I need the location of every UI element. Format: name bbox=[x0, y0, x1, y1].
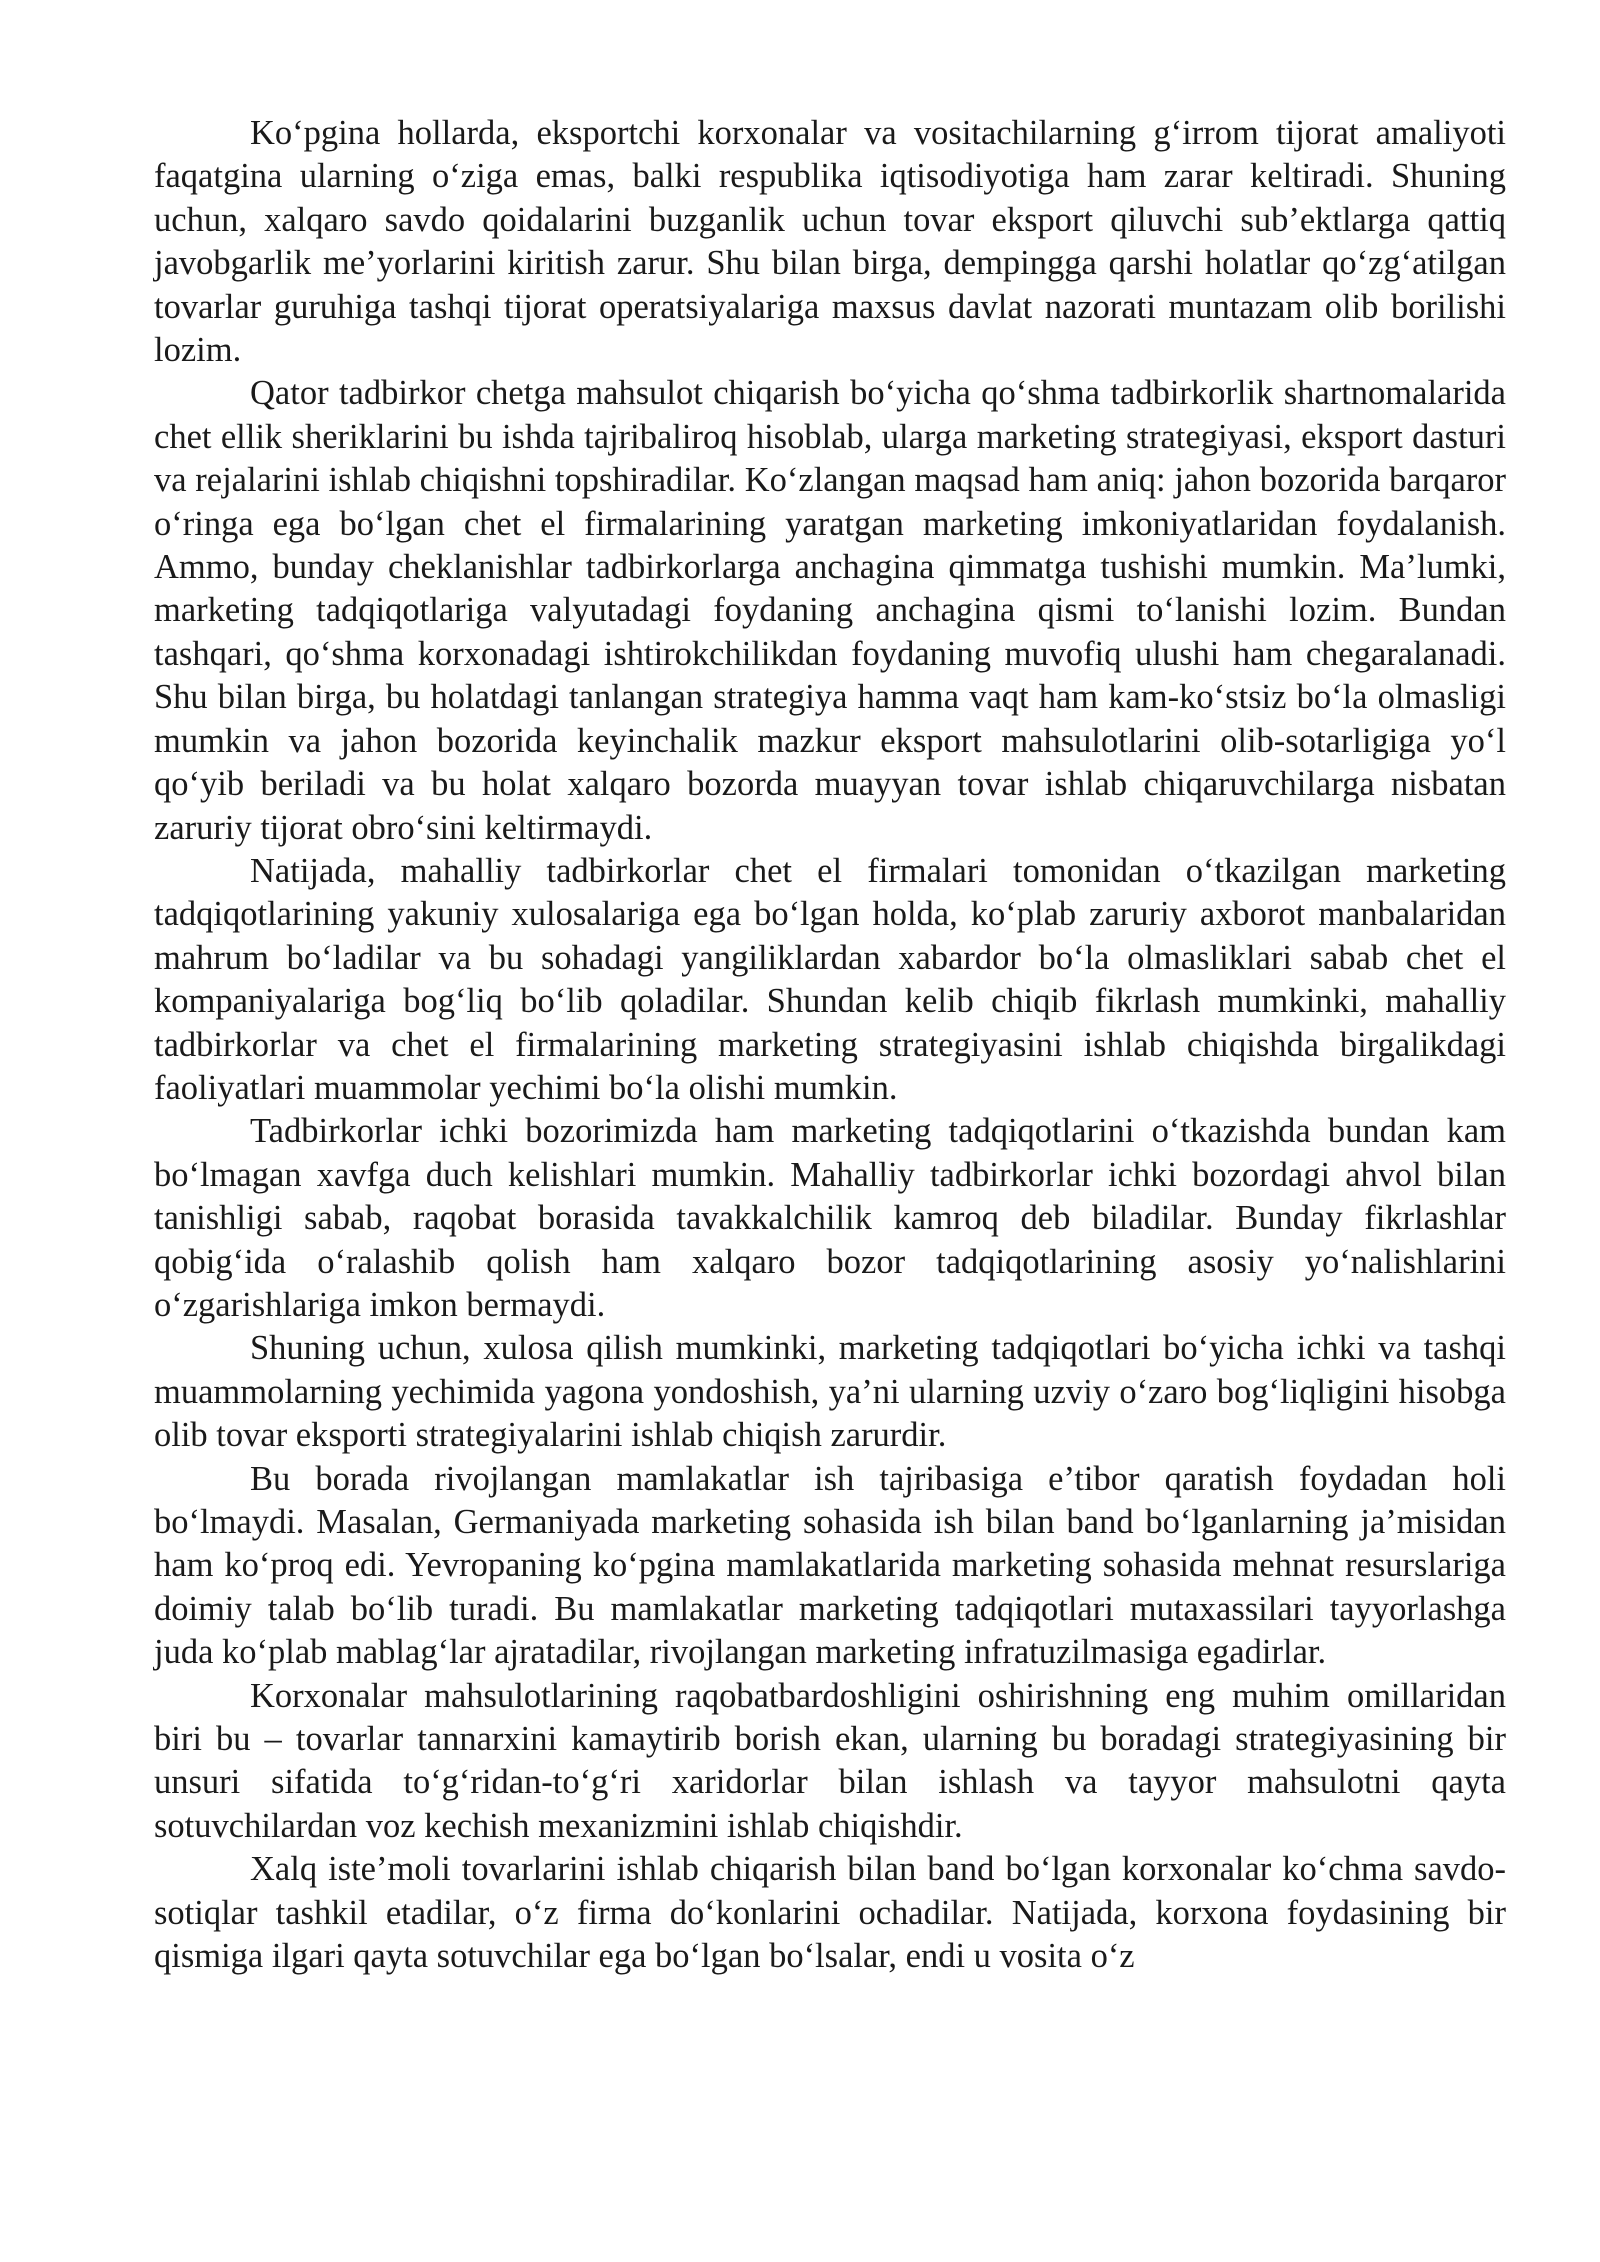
paragraph-2: Qator tadbirkor chetga mahsulot chiqarish bo‘yicha qo‘shma tadbirkorlik shartnomalarida chet ellik sheriklarini bu ishda tajribaliroq hisoblab, ularga marketing strategiyasi, eksport dasturi va rejalarini ishlab chiqishni topshiradilar. Ko‘zlangan maqsad ham aniq: jahon bozorida barqaror o‘ringa ega bo‘lgan chet el firmalarining yaratgan marketing imkoniyatlaridan foydalanish. Ammo, bunday cheklanishlar tadbirkorlarga anchagina qimmatga tushishi mumkin. Ma’lumki, marketing tadqiqotlariga valyutadagi foydaning anchagina qismi to‘lanishi lozim. Bundan tashqari, qo‘shma korxonadagi ishtirokchilikdan foydaning muvofiq ulushi ham chegaralanadi. Shu bilan birga, bu holatdagi tanlangan strategiya hamma vaqt ham kam-ko‘stsiz bo‘la olmasligi mumkin va jahon bozorida keyinchalik mazkur eksport mahsulotlarini olib-sotarligiga yo‘l qo‘yib beriladi va bu holat xalqaro bozorda muayyan tovar ishlab chiqaruvchilarga nisbatan zaruriy tijorat obro‘sini keltirmaydi. bbox=[154, 374, 1506, 847]
paragraph-8: Xalq iste’moli tovarlarini ishlab chiqarish bilan band bo‘lgan korxonalar ko‘chma savdo-sotiqlar tashkil etadilar, o‘z firma do‘konlarini ochadilar. Natijada, korxona foydasining bir qismiga ilgari qayta sotuvchilar ega bo‘lgan bo‘lsalar, endi u vosita o‘z bbox=[154, 1850, 1506, 1976]
paragraph-5: Shuning uchun, xulosa qilish mumkinki, marketing tadqiqotlari bo‘yicha ichki va tashqi muammolarning yechimida yagona yondoshish, ya’ni ularning uzviy o‘zaro bog‘liqligini hisobga olib tovar eksporti strategiyalarini ishlab chiqish zarurdir. bbox=[154, 1329, 1506, 1455]
paragraph-6: Bu borada rivojlangan mamlakatlar ish tajribasiga e’tibor qaratish foydadan holi bo‘lmaydi. Masalan, Germaniyada marketing sohasida ish bilan band bo‘lganlarning ja’misidan ham ko‘proq edi. Yevropaning ko‘pgina mamlakatlarida marketing sohasida mehnat resurslariga doimiy talab bo‘lib turadi. Bu mamlakatlar marketing tadqiqotlari mutaxassilari tayyorlashga juda ko‘plab mablag‘lar ajratadilar, rivojlangan marketing infratuzilmasiga egadirlar. bbox=[154, 1459, 1506, 1672]
paragraph-7: Korxonalar mahsulotlarining raqobatbardoshligini oshirishning eng muhim omillaridan biri bu – tovarlar tannarxini kamaytirib borish ekan, ularning bu boradagi strategiyasining bir unsuri sifatida to‘g‘ridan-to‘g‘ri xaridorlar bilan ishlash va tayyor mahsulotni qayta sotuvchilardan voz kechish mexanizmini ishlab chiqishdir. bbox=[154, 1676, 1506, 1845]
paragraph-4: Tadbirkorlar ichki bozorimizda ham marketing tadqiqotlarini o‘tkazishda bundan kam bo‘lmagan xavfga duch kelishlari mumkin. Mahalliy tadbirkorlar ichki bozordagi ahvol bilan tanishligi sabab, raqobat borasida tavakkalchilik kamroq deb biladilar. Bunday fikrlashlar qobig‘ida o‘ralashib qolish ham xalqaro bozor tadqiqotlarining asosiy yo‘nalishlarini o‘zgarishlariga imkon bermaydi. bbox=[154, 1112, 1506, 1324]
paragraph-1: Ko‘pgina hollarda, eksportchi korxonalar va vositachilarning g‘irrom tijorat amaliyoti faqatgina ularning o‘ziga emas, balki respublika iqtisodiyotiga ham zarar keltiradi. Shuning uchun, xalqaro savdo qoidalarini buzganlik uchun tovar eksport qiluvchi sub’ektlarga qattiq javobgarlik me’yorlarini kiritish zarur. Shu bilan birga, dempingga qarshi holatlar qo‘zg‘atilgan tovarlar guruhiga tashqi tijorat operatsiyalariga maxsus davlat nazorati muntazam olib borilishi lozim. bbox=[154, 114, 1506, 370]
paragraph-3: Natijada, mahalliy tadbirkorlar chet el firmalari tomonidan o‘tkazilgan marketing tadqiqotlarining yakuniy xulosalariga ega bo‘lgan holda, ko‘plab zaruriy axborot manbalaridan mahrum bo‘ladilar va bu sohadagi yangiliklardan xabardor bo‘la olmasliklari sabab chet el kompaniyalariga bog‘liq bo‘lib qoladilar. Shundan kelib chiqib fikrlash mumkinki, mahalliy tadbirkorlar va chet el firmalarining marketing strategiyasini ishlab chiqishda birgalikdagi faoliyatlari muammolar yechimi bo‘la olishi mumkin. bbox=[154, 851, 1506, 1107]
document-page bbox=[154, 112, 1506, 1978]
